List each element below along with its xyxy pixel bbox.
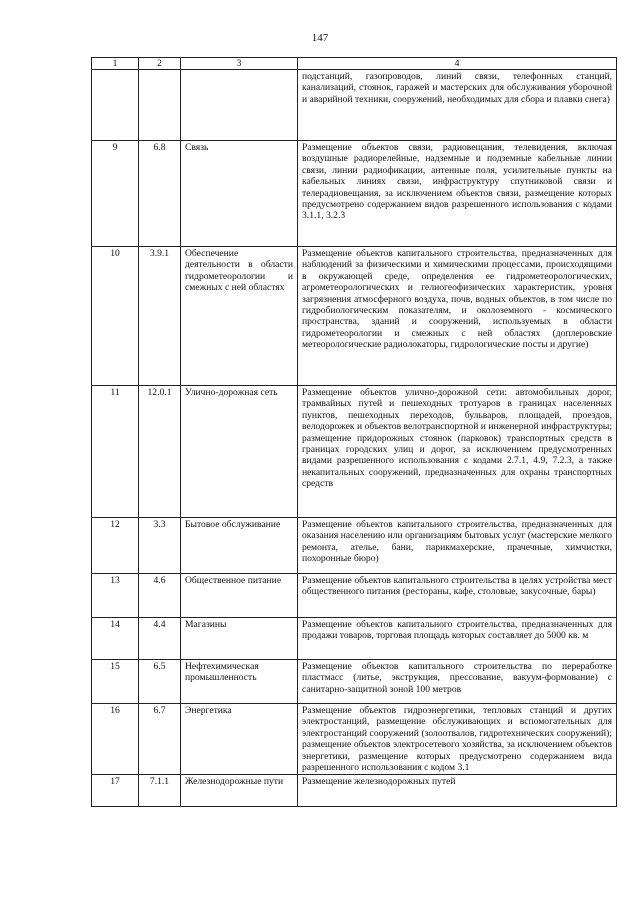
- table-row: [92, 518, 617, 574]
- header-cell: 2: [139, 58, 181, 70]
- row-code: [139, 70, 181, 141]
- row-code: 7.1.1: [139, 775, 181, 807]
- row-code: 6.5: [139, 660, 181, 704]
- row-name: Нефтехимическая промышленность: [181, 660, 298, 704]
- row-name: Общественное питание: [181, 574, 298, 618]
- row-code: 6.7: [139, 704, 181, 775]
- table-row: [92, 660, 617, 704]
- row-code: 3.3: [139, 518, 181, 574]
- table-header-row: [92, 58, 617, 70]
- row-code: 3.9.1: [139, 247, 181, 386]
- row-number: 10: [92, 247, 139, 386]
- row-name: Связь: [181, 141, 298, 247]
- row-name: Обеспечение деятельности в области гидрометеорологии и смежных с ней областях: [181, 247, 298, 386]
- row-name: Бытовое обслуживание: [181, 518, 298, 574]
- row-number: 11: [92, 386, 139, 518]
- row-number: 15: [92, 660, 139, 704]
- table-row: [92, 247, 617, 386]
- header-cell: 3: [181, 58, 298, 70]
- row-name: Энергетика: [181, 704, 298, 775]
- header-cell: 4: [298, 58, 617, 70]
- row-code: 4.6: [139, 574, 181, 618]
- row-name: [181, 70, 298, 141]
- row-description: подстанций, газопроводов, линий связи, телефонных станций, канализаций, стоянок, гаражей и мастерских для обслуживания уборочной и аварийной техники, сооружений, необходимых для сбора и плавки снега): [298, 70, 617, 141]
- row-description: Размещение объектов улично-дорожной сети: автомобильных дорог, трамвайных путей и пешеходных тротуаров в границах населенных пунктов, пешеходных переходов, бульваров, площадей, проездов, велодорожек и объектов велотранспортной и инженерной инфраструктуры; размещение придорожных стоянок (парковок) транспортных средств в границах городских улиц и дорог, за исключением предусмотренных видами разрешенного использования с кодами 2.7.1, 4.9, 7.2.3, а также некапитальных сооружений, предназначенных для охраны транспортных средств: [298, 386, 617, 518]
- page-number: 147: [311, 32, 329, 44]
- row-number: 14: [92, 618, 139, 660]
- row-name: Железнодорожные пути: [181, 775, 298, 807]
- row-description: Размещение объектов капитального строительства по переработке пластмасс (литье, экструкция, прессование, вакуум-формование) с санитарно-защитной зоной 100 метров: [298, 660, 617, 704]
- row-number: 12: [92, 518, 139, 574]
- table-row: [92, 141, 617, 247]
- row-number: 17: [92, 775, 139, 807]
- row-description: Размещение объектов капитального строительства, предназначенных для продажи товаров, торговая площадь которых составляет до 5000 кв. м: [298, 618, 617, 660]
- table-row: [92, 386, 617, 518]
- row-description: Размещение объектов связи, радиовещания, телевидения, включая воздушные радиорелейные, надземные и подземные кабельные линии связи, линии радиофикации, антенные поля, усилительные пункты на кабельных линиях связи, инфраструктуру спутниковой связи и телерадиовещания, за исключением объектов связи, размещение которых предусмотрено содержанием видов разрешенного использования с кодами 3.1.1, 3.2.3: [298, 141, 617, 247]
- row-number: [92, 70, 139, 141]
- row-description: Размещение объектов капитального строительства, предназначенных для наблюдений за физическими и химическими процессами, происходящими в окружающей среде, определения ее гидрометеорологических, агрометеорологических и гелиогеофизических характеристик, уровня загрязнения атмосферного воздуха, почв, водных объектов, в том числе по гидробиологическим показателям, и околоземного - космического пространства, зданий и сооружений, используемых в области гидрометеорологии и смежных с ней областях (доплеровские метеорологические радиолокаторы, гидрологические посты и другие): [298, 247, 617, 386]
- table-row: [92, 70, 617, 141]
- row-number: 13: [92, 574, 139, 618]
- row-name: Магазины: [181, 618, 298, 660]
- row-description: Размещение объектов капитального строительства в целях устройства мест общественного питания (рестораны, кафе, столовые, закусочные, бары): [298, 574, 617, 618]
- row-code: 4.4: [139, 618, 181, 660]
- row-description: Размещение объектов капитального строительства, предназначенных для оказания населению или организациям бытовых услуг (мастерские мелкого ремонта, ателье, бани, парикмахерские, прачечные, химчистки, похоронные бюро): [298, 518, 617, 574]
- header-cell: 1: [92, 58, 139, 70]
- table-row: [92, 618, 617, 660]
- row-code: 6.8: [139, 141, 181, 247]
- row-code: 12.0.1: [139, 386, 181, 518]
- row-name: Улично-дорожная сеть: [181, 386, 298, 518]
- row-description: Размещение железнодорожных путей: [298, 775, 617, 807]
- row-number: 9: [92, 141, 139, 247]
- table-row: [92, 574, 617, 618]
- row-description: Размещение объектов гидроэнергетики, тепловых станций и других электростанций, размещение обслуживающих и вспомогательных для электростанций сооружений (золоотвалов, гидротехнических сооружений); размещение объектов электросетевого хозяйства, за исключением объектов энергетики, размещение которых предусмотрено содержанием вида разрешенного использования с кодом 3.1: [298, 704, 617, 775]
- table-row: [92, 775, 617, 807]
- row-number: 16: [92, 704, 139, 775]
- land-use-table: [91, 57, 617, 807]
- table-row: [92, 704, 617, 775]
